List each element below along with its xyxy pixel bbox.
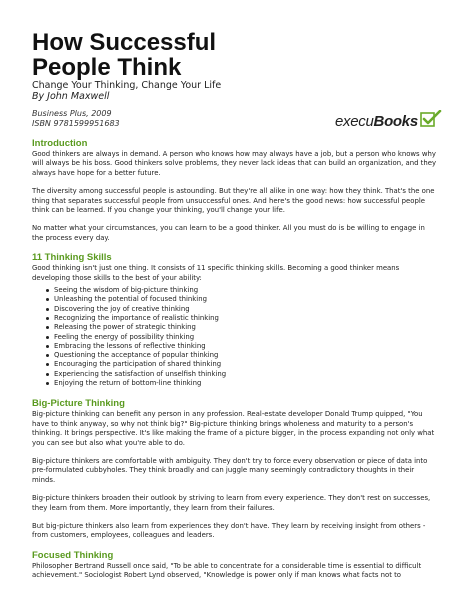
list-item: Experiencing the satisfaction of unselfish thinking xyxy=(46,370,437,379)
paragraph: Big-picture thinkers are comfortable with ambiguity. They don't try to force every observation or piece of data into pre-formulated cubbyholes. They think broadly and can juggle many seemingly contradictory thoughts in their minds. xyxy=(32,456,428,484)
list-item: Releasing the power of strategic thinking xyxy=(46,323,437,332)
list-item: Embracing the lessons of reflective thinking xyxy=(46,342,437,351)
list-item: Feeling the energy of possibility thinking xyxy=(46,333,437,342)
execubooks-logo xyxy=(335,110,442,132)
publication-info xyxy=(32,109,120,129)
book-title xyxy=(32,30,332,80)
document-body xyxy=(32,138,437,590)
isbn: ISBN 9781599951683 xyxy=(32,119,120,128)
paragraph: But big-picture thinkers also learn from experiences they don't have. They learn by receiving insight from others - from customers, employees, colleagues and leaders. xyxy=(32,521,426,540)
section-heading-thinking-skills: 11 Thinking Skills xyxy=(32,252,112,264)
logo-prefix: execu xyxy=(335,112,374,130)
book-subtitle: Change Your Thinking, Change Your Life xyxy=(32,80,222,91)
list-item: Seeing the wisdom of big-picture thinking xyxy=(46,286,437,295)
checkmark-icon xyxy=(420,110,442,132)
book-author: By John Maxwell xyxy=(32,91,110,102)
paragraph: Big-picture thinkers broaden their outlook by striving to learn from every experience. They don't rest on successes, they learn from them. More importantly, they learn from their failures. xyxy=(32,494,431,512)
section-heading-introduction: Introduction xyxy=(32,138,88,149)
title-line-1: How Successful xyxy=(32,29,217,56)
list-item: Discovering the joy of creative thinking xyxy=(46,305,437,314)
list-item: Unleashing the potential of focused thinking xyxy=(46,295,437,304)
paragraph: No matter what your circumstances, you can learn to be a good thinker. All you must do is be willing to engage in the process every day. xyxy=(32,224,425,242)
section-heading-big-picture: Big-Picture Thinking xyxy=(32,398,125,410)
paragraph: The diversity among successful people is astounding. But they're all alike in one way: how they think. That's the one thing that separates successful people from unsuccessful ones. And here's the good news: how successful people think can be learned. If you change your thinking, you'll change your life. xyxy=(32,187,435,215)
list-item: Questioning the acceptance of popular thinking xyxy=(46,351,437,360)
paragraph: Good thinking isn't just one thing. It consists of 11 specific thinking skills. Becoming a good thinker means developing those skills to the best of your ability: xyxy=(32,264,400,282)
logo-text xyxy=(335,113,418,130)
title-line-2: People Think xyxy=(32,54,182,81)
section-heading-focused: Focused Thinking xyxy=(32,549,114,561)
paragraph: Big-picture thinking can benefit any person in any profession. Real-estate developer Donald Trump quipped, "You have to think anyway, so why not think big?" Big-picture thinking brings wholeness and maturity to a person's thinking. It brings perspective. It's like making the frame of a picture bigger, in the process expanding not only what you can see but also what you're able to do. xyxy=(32,410,435,447)
list-item: Enjoying the return of bottom-line thinking xyxy=(46,379,437,388)
paragraph: Good thinkers are always in demand. A person who knows how may always have a job, but a person who knows why will always be his boss. Good thinkers solve problems, they never lack ideas that can build an organization, and they always have hope for a better future. xyxy=(32,150,437,177)
logo-suffix: Books xyxy=(373,112,418,130)
list-item: Recognizing the importance of realistic thinking xyxy=(46,314,437,323)
skills-list xyxy=(46,286,437,388)
list-item: Encouraging the participation of shared thinking xyxy=(46,360,437,369)
paragraph: Philosopher Bertrand Russell once said, "To be able to concentrate for a considerable time is essential to difficult achievement." Sociologist Robert Lynd observed, "Knowledge is power only if man knows what facts not to xyxy=(32,561,422,580)
publisher: Business Plus, 2009 xyxy=(32,109,112,118)
